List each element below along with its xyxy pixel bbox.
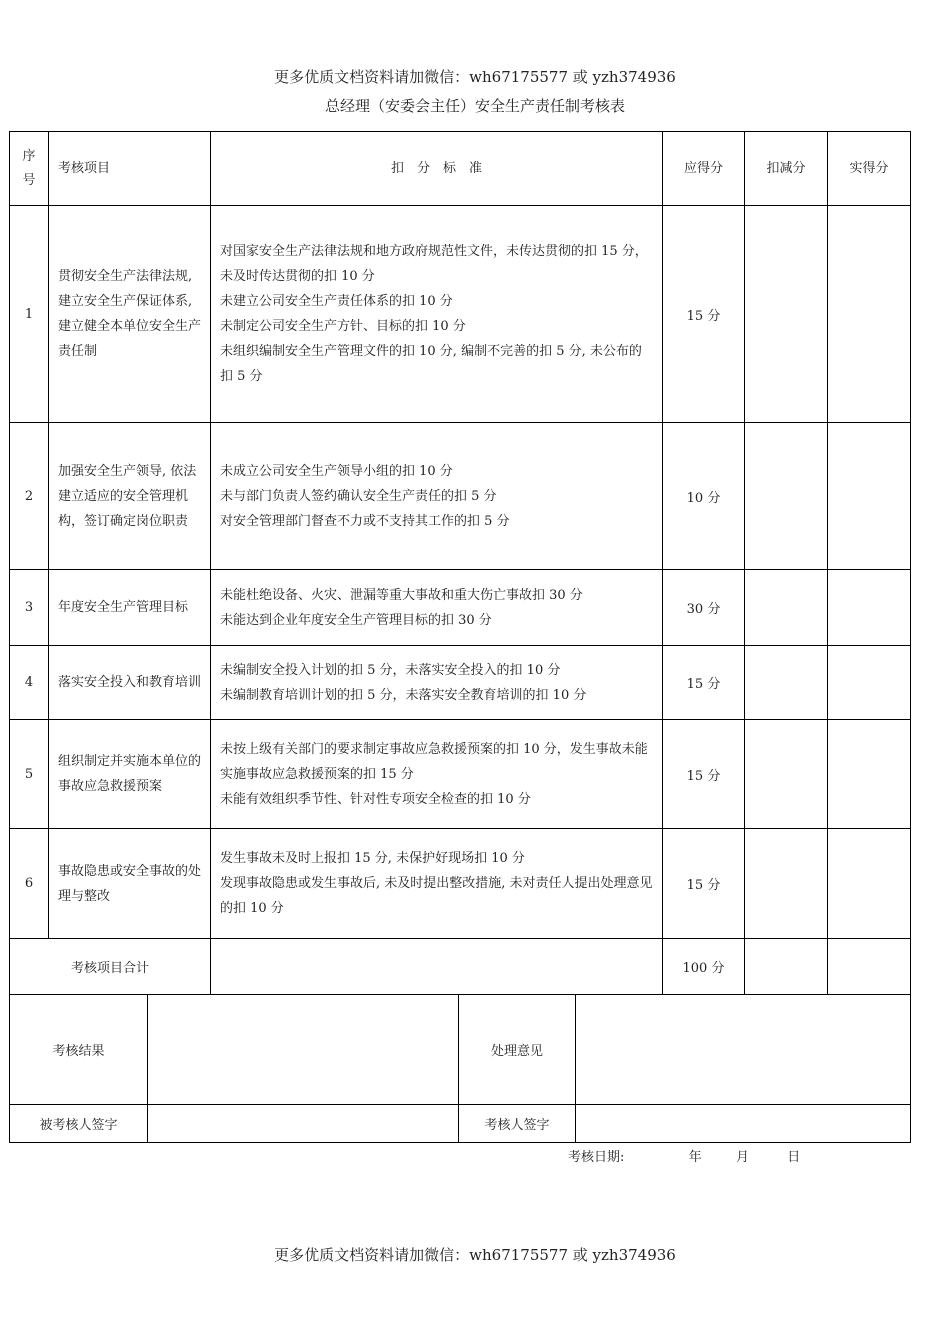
opinion-field[interactable] xyxy=(576,995,911,1105)
examiner-sign-field[interactable] xyxy=(576,1105,911,1143)
result-table xyxy=(9,994,911,1143)
date-month: 月 xyxy=(735,1150,749,1165)
row-num: 3 xyxy=(10,570,49,646)
signature-row xyxy=(10,1105,911,1143)
header-due-score: 应得分 xyxy=(663,132,745,206)
header-deduct-score: 扣减分 xyxy=(745,132,828,206)
row-standard xyxy=(211,646,663,720)
row-due-score: 15 分 xyxy=(663,720,745,829)
date-year: 年 xyxy=(688,1150,702,1165)
row-standard xyxy=(211,206,663,423)
header-num: 序号 xyxy=(10,132,49,206)
opinion-label: 处理意见 xyxy=(459,995,576,1105)
result-field[interactable] xyxy=(148,995,459,1105)
total-deduct-score[interactable] xyxy=(745,939,828,995)
row-standard xyxy=(211,423,663,570)
table-row xyxy=(10,206,911,423)
table-header-row xyxy=(10,132,911,206)
standard-line: 未编制教育培训计划的扣 5 分，未落实安全教育培训的扣 10 分 xyxy=(220,687,587,703)
standard-line: 未编制安全投入计划的扣 5 分，未落实安全投入的扣 10 分 xyxy=(220,662,561,678)
row-actual-score[interactable] xyxy=(828,570,911,646)
row-due-score: 10 分 xyxy=(663,423,745,570)
total-label: 考核项目合计 xyxy=(10,939,211,995)
row-standard xyxy=(211,720,663,829)
table-row xyxy=(10,423,911,570)
table-row xyxy=(10,720,911,829)
assessment-table xyxy=(9,131,911,995)
header-note: 更多优质文档资料请加微信：wh67175577 或 yzh374936 xyxy=(274,68,676,86)
table-row xyxy=(10,829,911,939)
standard-line: 未建立公司安全生产责任体系的扣 10 分 xyxy=(220,294,453,309)
examinee-sign-label: 被考核人签字 xyxy=(10,1105,148,1143)
standard-line: 未与部门负责人签约确认安全生产责任的扣 5 分 xyxy=(220,488,497,504)
row-due-score: 15 分 xyxy=(663,206,745,423)
total-due-score: 100 分 xyxy=(663,939,745,995)
row-item: 组织制定并实施本单位的事故应急救援预案 xyxy=(49,720,211,829)
row-item: 贯彻安全生产法律法规,建立安全生产保证体系,建立健全本单位安全生产责任制 xyxy=(49,206,211,423)
row-deduct-score[interactable] xyxy=(745,646,828,720)
examiner-sign-label: 考核人签字 xyxy=(459,1105,576,1143)
row-item: 事故隐患或安全事故的处理与整改 xyxy=(49,829,211,939)
table-row xyxy=(10,646,911,720)
row-actual-score[interactable] xyxy=(828,206,911,423)
row-due-score: 15 分 xyxy=(663,829,745,939)
standard-line: 未能有效组织季节性、针对性专项安全检查的扣 10 分 xyxy=(220,791,531,807)
result-row xyxy=(10,995,911,1105)
standard-line: 未制定公司安全生产方针、目标的扣 10 分 xyxy=(220,319,466,334)
standard-line: 未组织编制安全生产管理文件的扣 10 分, 编制不完善的扣 5 分, 未公布的扣 5 分 xyxy=(220,344,642,384)
row-deduct-score[interactable] xyxy=(745,206,828,423)
table-row xyxy=(10,570,911,646)
standard-line: 未按上级有关部门的要求制定事故应急救援预案的扣 10 分，发生事故未能实施事故应急救援预案的扣 15 分 xyxy=(220,741,648,782)
total-actual-score[interactable] xyxy=(828,939,911,995)
row-num: 4 xyxy=(10,646,49,720)
header-actual-score: 实得分 xyxy=(828,132,911,206)
row-actual-score[interactable] xyxy=(828,423,911,570)
standard-line: 发现事故隐患或发生事故后, 未及时提出整改措施, 未对责任人提出处理意见的扣 10 分 xyxy=(220,876,653,916)
row-due-score: 30 分 xyxy=(663,570,745,646)
date-label: 考核日期: xyxy=(568,1150,625,1165)
row-deduct-score[interactable] xyxy=(745,423,828,570)
row-actual-score[interactable] xyxy=(828,646,911,720)
row-deduct-score[interactable] xyxy=(745,570,828,646)
row-item: 年度安全生产管理目标 xyxy=(49,570,211,646)
header-standard: 扣 分 标 准 xyxy=(211,132,663,206)
result-label: 考核结果 xyxy=(10,995,148,1105)
row-standard xyxy=(211,829,663,939)
row-actual-score[interactable] xyxy=(828,720,911,829)
standard-line: 未能达到企业年度安全生产管理目标的扣 30 分 xyxy=(220,612,492,628)
standard-line: 对国家安全生产法律法规和地方政府规范性文件，未传达贯彻的扣 15 分，未及时传达贯彻的扣 10 分 xyxy=(220,244,648,284)
standard-line: 对安全管理部门督查不力或不支持其工作的扣 5 分 xyxy=(220,513,510,529)
standard-line: 发生事故未及时上报扣 15 分, 未保护好现场扣 10 分 xyxy=(220,851,525,866)
examinee-sign-field[interactable] xyxy=(148,1105,459,1143)
document-title: 总经理（安委会主任）安全生产责任制考核表 xyxy=(324,97,625,115)
standard-line: 未能杜绝设备、火灾、泄漏等重大事故和重大伤亡事故扣 30 分 xyxy=(220,587,583,603)
standard-line: 未成立公司安全生产领导小组的扣 10 分 xyxy=(220,463,453,479)
assessment-date xyxy=(568,1146,800,1165)
row-num: 5 xyxy=(10,720,49,829)
row-item: 加强安全生产领导, 依法建立适应的安全管理机构，签订确定岗位职责 xyxy=(49,423,211,570)
total-row xyxy=(10,939,911,995)
row-deduct-score[interactable] xyxy=(745,720,828,829)
row-deduct-score[interactable] xyxy=(745,829,828,939)
date-day: 日 xyxy=(787,1150,801,1165)
row-num: 6 xyxy=(10,829,49,939)
row-num: 1 xyxy=(10,206,49,423)
row-num: 2 xyxy=(10,423,49,570)
total-standard-cell xyxy=(211,939,663,995)
row-standard xyxy=(211,570,663,646)
row-due-score: 15 分 xyxy=(663,646,745,720)
row-actual-score[interactable] xyxy=(828,829,911,939)
header-item: 考核项目 xyxy=(49,132,211,206)
row-item: 落实安全投入和教育培训 xyxy=(49,646,211,720)
footer-note: 更多优质文档资料请加微信：wh67175577 或 yzh374936 xyxy=(274,1246,676,1264)
